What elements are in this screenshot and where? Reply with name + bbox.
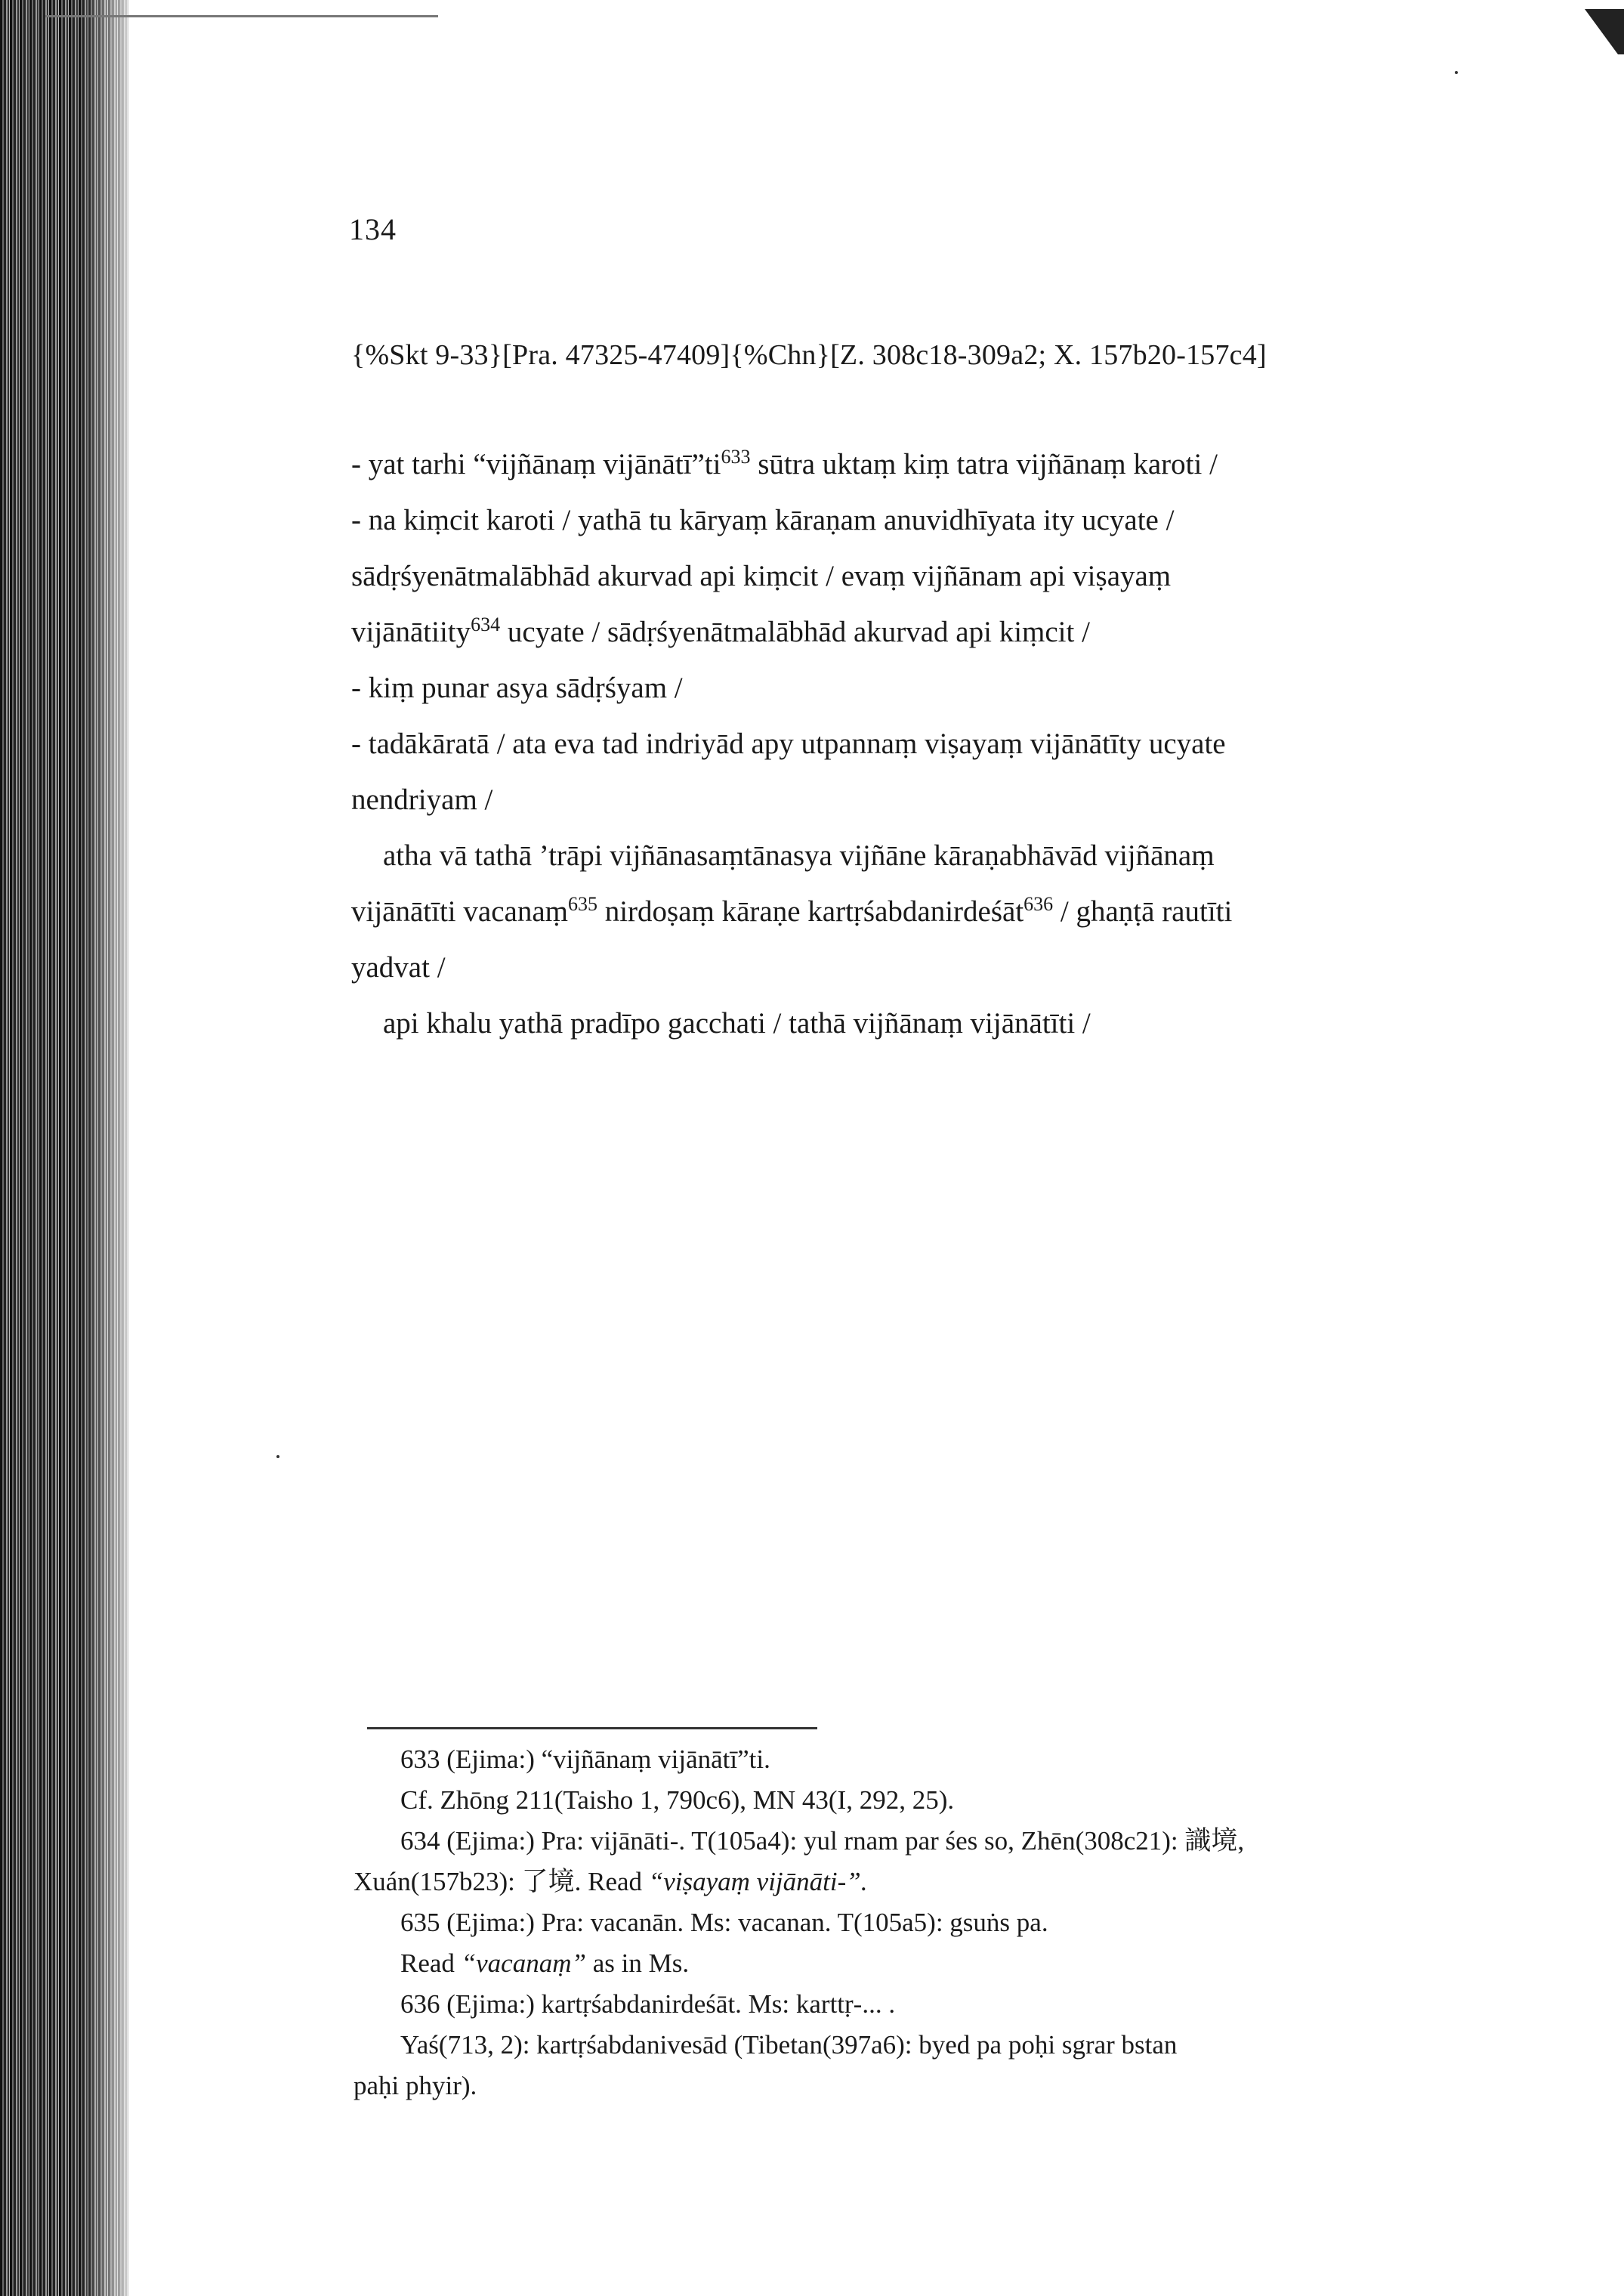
main-text-block [351,437,1424,1052]
text-line: yadvat / [351,951,446,984]
footnote-marker[interactable]: 636 [1023,893,1054,915]
text-line: - tadākāratā / ata eva tad indriyād apy utpannaṃ viṣayaṃ vijānātīty ucyate [351,728,1226,760]
text-line: nendriyam / [351,783,493,816]
scan-speck [1455,71,1458,74]
footnote-635: 635 (Ejima:) Pra: vacanān. Ms: vacanan. T(105a5): gsuṅs pa. [400,1908,1048,1937]
footnote-636-cont2: paḥi phyir). [354,2071,477,2100]
text-line: vijānātīti vacanaṃ$^{635}$ nirdoṣaṃ kāraṇe kartṛśabdanirdeśāt$^{636}$ / ghaṇṭā rautīti [351,893,1233,928]
footnote-636: 636 (Ejima:) kartṛśabdanirdeśāt. Ms: karttṛ-... . [400,1989,896,2019]
source-reference-line: {%Skt 9-33}[Pra. 47325-47409]{%Chn}[Z. 308c18-309a2; X. 157b20-157c4] [351,339,1267,371]
footnote-separator [367,1727,817,1729]
footnote-634: 634 (Ejima:) Pra: vijānāti-. T(105a4): yul rnam par śes so, Zhēn(308c21): 識境, [400,1826,1245,1856]
text-line: atha vā tathā ’trāpi vijñānasaṃtānasya vijñāne kāraṇabhāvād vijñānaṃ [383,839,1215,872]
scan-corner-mark [1579,9,1624,54]
text-line: - yat tarhi “vijñānaṃ $vijānātī”ti^{633}$ sūtra uktaṃ kiṃ tatra vijñānaṃ karoti / [351,446,1218,481]
binding-shadow [83,0,144,2296]
scan-top-edge [45,15,438,17]
text-line: - na kiṃcit karoti / yathā tu kāryaṃ kāraṇam anuvidhīyata ity ucyate / [351,504,1175,536]
text-line: api khalu yathā pradīpo gacchati / tathā vijñānaṃ vijānātīti / [383,1007,1091,1040]
footnote-633: 633 (Ejima:) “vijñānaṃ vijānātī”ti. [400,1744,770,1774]
page-number: 134 [349,212,397,246]
footnote-marker[interactable]: 633 [721,446,751,468]
footnote-633-cont: Cf. Zhōng 211(Taisho 1, 790c6), MN 43(I, 292, 25). [400,1785,955,1815]
scan-speck [276,1455,279,1458]
footnote-marker[interactable]: 634 [471,613,501,635]
footnote-635-cont: Read “vacanaṃ” as in Ms. [400,1948,690,1978]
text-line: sādṛśyenātmalābhād akurvad api kiṃcit / evaṃ vijñānam api viṣayaṃ [351,560,1172,592]
footnotes-block [354,1739,1443,2106]
footnote-marker[interactable]: 635 [567,893,597,915]
text-line: - kiṃ punar asya sādṛśyam / [351,672,683,704]
text-line: vijānātiity$^{634}$ ucyate / sādṛśyenātmalābhād akurvad api kiṃcit / [351,613,1090,648]
footnote-634-cont: Xuán(157b23): 了境. Read “viṣayaṃ vijānāti-”. [354,1867,868,1896]
footnote-636-cont: Yaś(713, 2): kartṛśabdanivesād (Tibetan(397a6): byed pa poḥi sgrar bstan [400,2030,1178,2060]
